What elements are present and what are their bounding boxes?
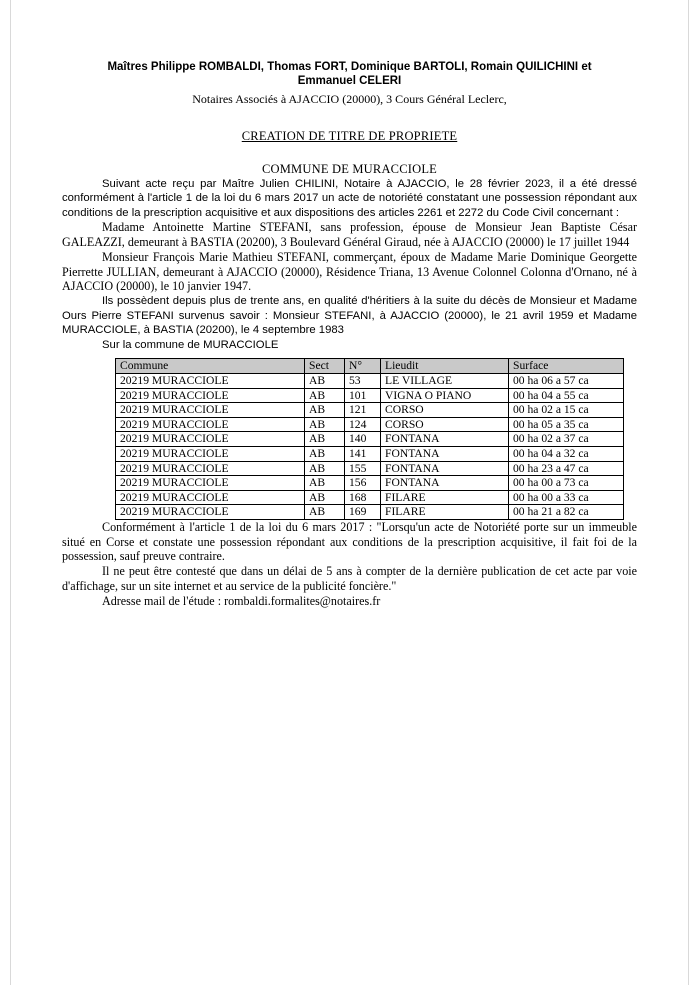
cell-numero: 155 xyxy=(345,461,381,476)
paragraph-table-intro: Sur la commune de MURACCIOLE xyxy=(102,338,279,351)
cell-sect: AB xyxy=(305,490,345,505)
cell-sect: AB xyxy=(305,403,345,418)
cell-lieudit: VIGNA O PIANO xyxy=(381,388,509,403)
paragraph-person-one: Madame Antoinette Martine STEFANI, sans profession, épouse de Monsieur Jean Baptiste César GALEAZZI, demeurant à BASTIA (20200), 3 Boulevard Général Giraud, née à AJACCIO (20000) le 17 juillet 1944 xyxy=(62,220,637,250)
cell-sect: AB xyxy=(305,432,345,447)
cell-surface: 00 ha 02 a 15 ca xyxy=(509,403,624,418)
firm-partners-line-1: Maîtres Philippe ROMBALDI, Thomas FORT, Dominique BARTOLI, Romain QUILICHINI et xyxy=(107,61,592,73)
table-row xyxy=(116,374,624,389)
table-row xyxy=(116,388,624,403)
column-header-lieudit: Lieudit xyxy=(381,359,509,374)
cell-lieudit: CORSO xyxy=(381,403,509,418)
cell-commune: 20219 MURACCIOLE xyxy=(116,417,305,432)
cell-surface: 00 ha 00 a 73 ca xyxy=(509,476,624,491)
cell-commune: 20219 MURACCIOLE xyxy=(116,374,305,389)
table-row xyxy=(116,447,624,462)
cell-numero: 101 xyxy=(345,388,381,403)
column-header-commune: Commune xyxy=(116,359,305,374)
cell-sect: AB xyxy=(305,374,345,389)
cell-sect: AB xyxy=(305,447,345,462)
cell-numero: 156 xyxy=(345,476,381,491)
table-row xyxy=(116,417,624,432)
table-row xyxy=(116,490,624,505)
page-title-text: CREATION DE TITRE DE PROPRIETE xyxy=(241,128,458,143)
cell-commune: 20219 MURACCIOLE xyxy=(116,505,305,520)
cell-commune: 20219 MURACCIOLE xyxy=(116,388,305,403)
table-row xyxy=(116,432,624,447)
cell-sect: AB xyxy=(305,476,345,491)
cell-sect: AB xyxy=(305,505,345,520)
cell-commune: 20219 MURACCIOLE xyxy=(116,403,305,418)
paragraph-possession: Ils possèdent depuis plus de trente ans, en qualité d'héritiers à la suite du décès de Monsieur et Madame Ours Pierre STEFANI survenus savoir : Monsieur STEFANI, à AJACCIO (20000), le 21 avril 1959 et Madame MURACCIOLE, à BASTIA (20200), le 4 septembre 1983 xyxy=(62,295,637,337)
cell-lieudit: LE VILLAGE xyxy=(381,374,509,389)
table-row xyxy=(116,403,624,418)
table-row xyxy=(116,461,624,476)
cell-lieudit: FONTANA xyxy=(381,432,509,447)
cell-commune: 20219 MURACCIOLE xyxy=(116,432,305,447)
page-right-edge xyxy=(688,0,689,985)
cell-lieudit: FONTANA xyxy=(381,476,509,491)
page-title xyxy=(62,129,637,144)
cell-surface: 00 ha 06 a 57 ca xyxy=(509,374,624,389)
cell-lieudit: FILARE xyxy=(381,505,509,520)
cell-surface: 00 ha 21 a 82 ca xyxy=(509,505,624,520)
column-header-surface: Surface xyxy=(509,359,624,374)
column-header-sect: Sect xyxy=(305,359,345,374)
cell-commune: 20219 MURACCIOLE xyxy=(116,461,305,476)
cell-numero: 121 xyxy=(345,403,381,418)
table-row xyxy=(116,505,624,520)
cell-numero: 140 xyxy=(345,432,381,447)
paragraph-contest-period: Il ne peut être contesté que dans un délai de 5 ans à compter de la dernière publication de cet acte par voie d'affichage, sur un site internet et au service de la publicité foncière." xyxy=(62,564,637,593)
document-content xyxy=(62,0,637,608)
parcels-table-container xyxy=(115,358,589,520)
table-header-row xyxy=(116,359,624,374)
cell-surface: 00 ha 04 a 55 ca xyxy=(509,388,624,403)
paragraph-conformity: Conformément à l'article 1 de la loi du 6 mars 2017 : "Lorsqu'un acte de Notoriété porte sur un immeuble situé en Corse et constate une possession répondant aux conditions de la prescription acquisitive, il fait foi de la possession, sauf preuve contraire. xyxy=(62,519,637,564)
paragraph-person-two: Monsieur François Marie Mathieu STEFANI, commerçant, époux de Madame Marie Dominique Georgette Pierrette JULLIAN, demeurant à AJACCIO (20000), Résidence Triana, 13 Avenue Colonnel Colonna d'Ornano, né à AJACCIO (20000), le 10 janvier 1947. xyxy=(62,249,637,294)
cell-numero: 141 xyxy=(345,447,381,462)
commune-heading: COMMUNE DE MURACCIOLE xyxy=(261,161,438,176)
cell-lieudit: FONTANA xyxy=(381,461,509,476)
cell-surface: 00 ha 02 a 37 ca xyxy=(509,432,624,447)
cell-numero: 124 xyxy=(345,417,381,432)
parcels-table xyxy=(115,358,624,520)
firm-address-line: Notaires Associés à AJACCIO (20000), 3 Cours Général Leclerc, xyxy=(192,91,507,106)
cell-surface: 00 ha 04 a 32 ca xyxy=(509,447,624,462)
parcels-table-body xyxy=(116,374,624,520)
cell-surface: 00 ha 05 a 35 ca xyxy=(509,417,624,432)
cell-numero: 168 xyxy=(345,490,381,505)
cell-commune: 20219 MURACCIOLE xyxy=(116,447,305,462)
firm-partners-heading xyxy=(62,60,637,89)
cell-sect: AB xyxy=(305,417,345,432)
cell-commune: 20219 MURACCIOLE xyxy=(116,490,305,505)
column-header-numero: N° xyxy=(345,359,381,374)
firm-partners-line-2: Emmanuel CELERI xyxy=(297,75,402,88)
cell-lieudit: CORSO xyxy=(381,417,509,432)
cell-surface: 00 ha 23 a 47 ca xyxy=(509,461,624,476)
paragraph-email-address: Adresse mail de l'étude : rombaldi.formalites@notaires.fr xyxy=(102,593,381,608)
cell-commune: 20219 MURACCIOLE xyxy=(116,476,305,491)
table-row xyxy=(116,476,624,491)
cell-numero: 53 xyxy=(345,374,381,389)
cell-sect: AB xyxy=(305,388,345,403)
page-left-edge xyxy=(10,0,11,985)
cell-lieudit: FILARE xyxy=(381,490,509,505)
cell-numero: 169 xyxy=(345,505,381,520)
cell-lieudit: FONTANA xyxy=(381,447,509,462)
paragraph-intro: Suivant acte reçu par Maître Julien CHILINI, Notaire à AJACCIO, le 28 février 2023, il a été dressé conformément à l'article 1 de la loi du 6 mars 2017 un acte de notoriété constatant une possession répondant aux conditions de la prescription acquisitive et aux dispositions des articles 2261 et 2272 du Code Civil concernant : xyxy=(62,177,637,219)
cell-surface: 00 ha 00 a 33 ca xyxy=(509,490,624,505)
cell-sect: AB xyxy=(305,461,345,476)
